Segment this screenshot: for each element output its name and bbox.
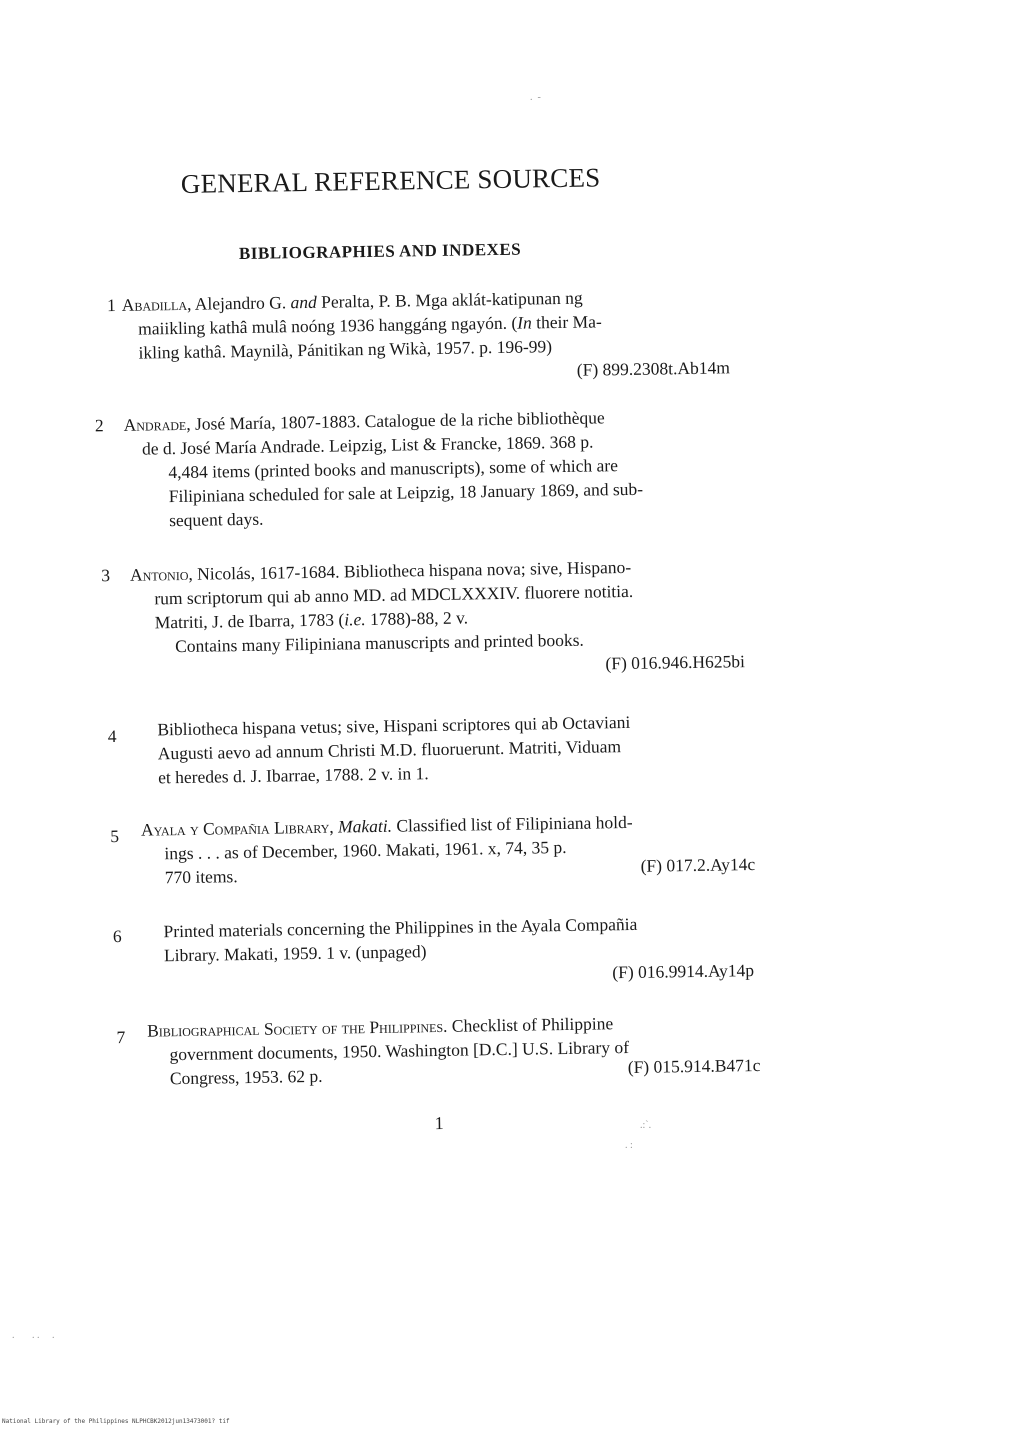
bibliography-entry-7 bbox=[5, 1006, 1011, 1089]
scan-speck: .:`. bbox=[640, 1120, 652, 1131]
entry-author: Ayala y Compañia Library, bbox=[140, 816, 334, 840]
scan-speck: . . . . bbox=[12, 1330, 55, 1341]
entry-line: 770 items. bbox=[164, 866, 238, 888]
entry-line: Abadilla, Alejandro G. and Peralta, P. B. Mga aklát-katipunan ng bbox=[121, 287, 583, 315]
entry-line: government documents, 1950. Washington [D.C.] U.S. Library of bbox=[169, 1037, 630, 1065]
entry-author: Bibliographical Society of the Philippines. bbox=[146, 1015, 448, 1041]
entry-line: Ayala y Compañia Library, Makati. Classified list of Filipiniana hold- bbox=[140, 811, 633, 840]
entry-line: et heredes d. J. Ibarrae, 1788. 2 v. in 1. bbox=[158, 763, 429, 788]
entry-author: Abadilla, bbox=[121, 293, 192, 315]
call-number: (F) 016.9914.Ay14p bbox=[612, 960, 755, 983]
entry-line: ings . . . as of December, 1960. Makati, 1961. x, 74, 35 p. bbox=[164, 836, 567, 864]
bibliography-entry-3 bbox=[0, 550, 1009, 674]
entry-number: 6 bbox=[112, 925, 122, 947]
entry-number: 1 bbox=[106, 294, 116, 316]
page-number: 1 bbox=[434, 1112, 444, 1134]
entry-number: 3 bbox=[101, 565, 111, 586]
entry-line: Bibliographical Society of the Philippines. Checklist of Philippine bbox=[146, 1013, 614, 1041]
call-number: (F) 017.2.Ay14c bbox=[640, 854, 756, 876]
entry-number: 7 bbox=[116, 1026, 126, 1048]
entry-line: Augusti aevo ad annum Christi M.D. fluoruerunt. Matriti, Viduam bbox=[157, 736, 622, 764]
call-number: (F) 016.946.H625bi bbox=[605, 651, 746, 674]
entry-author: Andrade, bbox=[123, 413, 191, 435]
entry-line: de d. José María Andrade. Leipzig, List & Francke, 1869. 368 p. bbox=[141, 431, 594, 459]
entry-line: maiikling kathâ mulâ noóng 1936 hanggáng ngayón. (In their Ma- bbox=[137, 311, 602, 339]
bibliography-entry-5 bbox=[2, 805, 1011, 888]
section-heading: BIBLIOGRAPHIES AND INDEXES bbox=[238, 239, 522, 264]
scan-speck: . : bbox=[625, 1140, 633, 1151]
entry-line: Contains many Filipiniana manuscripts and printed books. bbox=[174, 629, 585, 657]
entry-line: sequent days. bbox=[168, 508, 264, 531]
bibliography-entry-1 bbox=[0, 280, 1004, 380]
entry-line: ikling kathâ. Maynilà, Pánitikan ng Wikà, 1957. p. 196-99) bbox=[138, 336, 553, 363]
page-title: GENERAL REFERENCE SOURCES bbox=[180, 162, 601, 199]
entry-line: Matriti, J. de Ibarra, 1783 (i.e. 1788)-88, 2 v. bbox=[154, 607, 469, 633]
entry-number: 4 bbox=[107, 726, 117, 747]
entry-line: Filipiniana scheduled for sale at Leipzig, 18 January 1869, and sub- bbox=[168, 478, 644, 507]
entry-line: Antonio, Nicolás, 1617-1684. Bibliotheca hispana nova; sive, Hispano- bbox=[129, 556, 632, 585]
entry-line: Congress, 1953. 62 p. bbox=[169, 1065, 323, 1089]
call-number: (F) 015.914.B471c bbox=[627, 1054, 761, 1078]
call-number: (F) 899.2308t.Ab14m bbox=[576, 357, 731, 380]
entry-author: Antonio, bbox=[129, 563, 193, 585]
entry-number: 5 bbox=[110, 826, 120, 847]
scan-footer: National Library of the Philippines NLPHCBK2012jun13473001? tif bbox=[2, 1418, 230, 1425]
bibliography-entry-6 bbox=[3, 907, 1011, 983]
entry-line: Library. Makati, 1959. 1 v. (unpaged) bbox=[163, 941, 427, 966]
scan-speck: . - bbox=[530, 92, 541, 103]
entry-line: rum scriptorum qui ab anno MD. ad MDCLXXXIV. fluorere notitia. bbox=[154, 580, 634, 609]
entry-line: 4,484 items (printed books and manuscripts), some of which are bbox=[168, 455, 619, 483]
entry-line: Bibliotheca hispana vetus; sive, Hispani scriptores qui ab Octaviani bbox=[157, 711, 631, 740]
entry-line: Andrade, José María, 1807-1883. Catalogue de la riche bibliothèque bbox=[123, 407, 605, 435]
bibliography-entry-2 bbox=[0, 400, 1006, 531]
bibliography-entry-4 bbox=[0, 705, 1011, 788]
entry-line: Printed materials concerning the Philippines in the Ayala Compañia bbox=[163, 913, 638, 942]
entry-number: 2 bbox=[94, 415, 104, 436]
